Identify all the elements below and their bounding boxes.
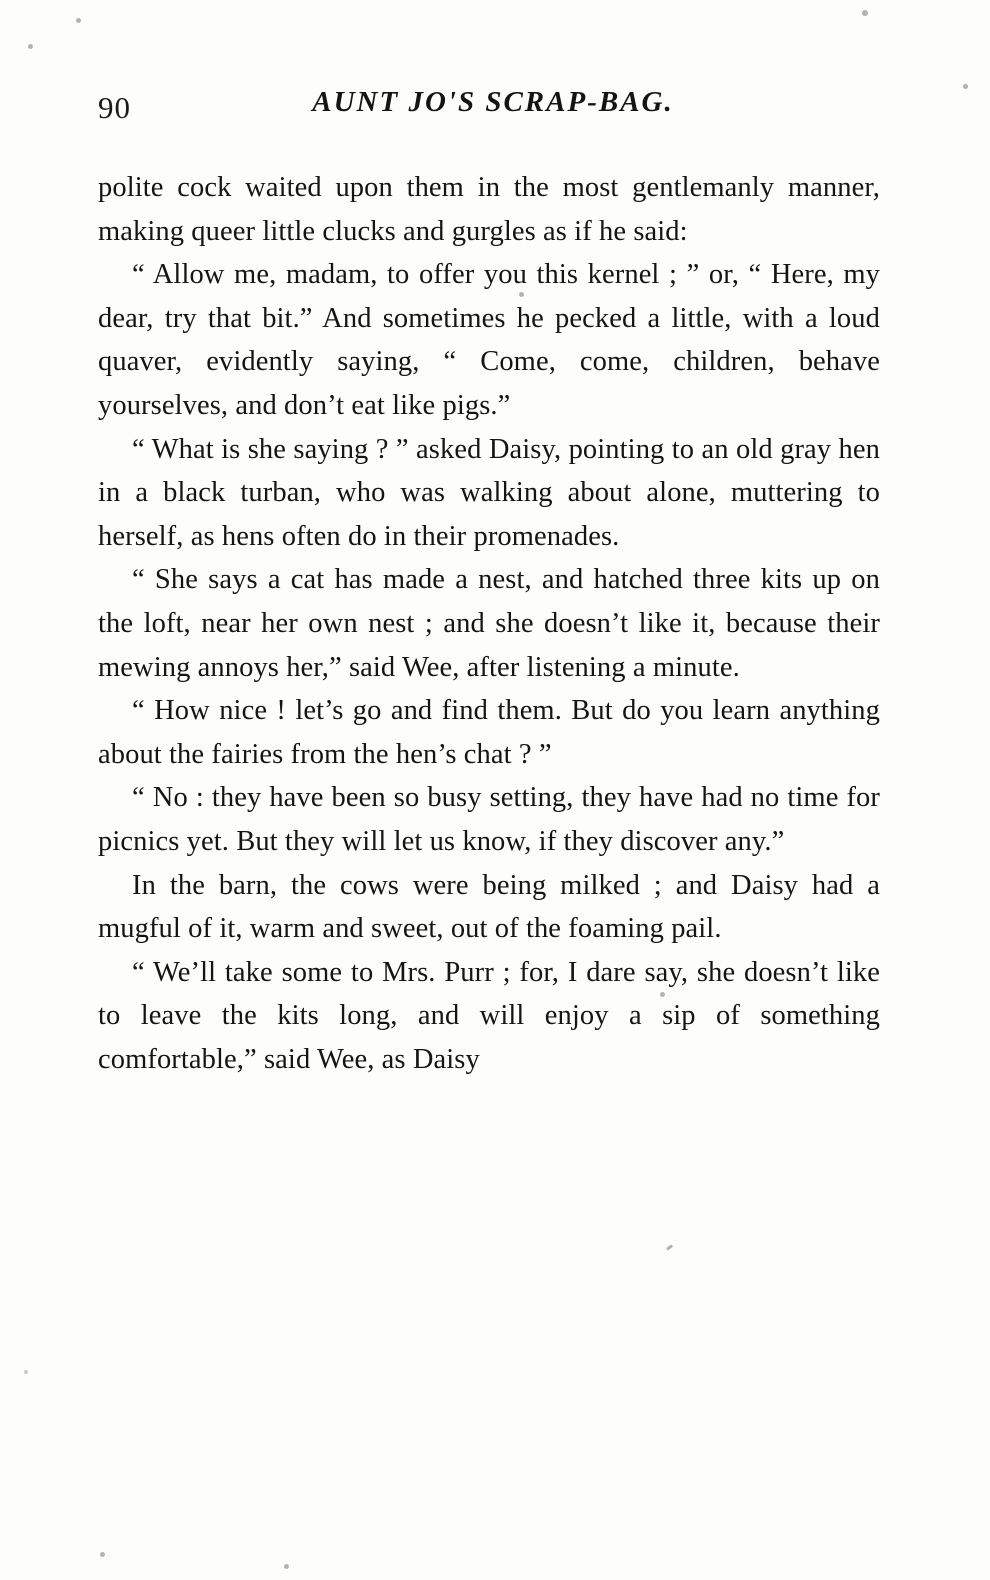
scan-speck [100,1552,105,1557]
page-number: 90 [98,90,131,125]
paragraph: polite cock waited upon them in the most gentlemanly manner, making queer little clucks and gurgles as if he said: [98,172,880,247]
scan-speck [666,1244,673,1250]
scan-speck [963,84,968,89]
scan-speck [76,18,81,23]
paragraph: “ How nice ! let’s go and find them. But do you learn anything about the fairies from the hen’s chat ? ” [98,695,880,770]
running-head-title: AUNT JO'S SCRAP-BAG. [312,86,674,118]
paragraph: In the barn, the cows were being milked ; and Daisy had a mugful of it, warm and sweet, out of the foaming pail. [98,869,880,945]
body-text [98,166,880,1081]
scan-speck [28,44,33,49]
paragraph: “ She says a cat has made a nest, and hatched three kits up on the loft, near her own nest ; and she doesn’t like it, because their mewing annoys her,” said Wee, after listening a minute. [98,564,880,683]
paragraph: “ We’ll take some to Mrs. Purr ; for, I dare say, she doesn’t like to leave the kits long, and will enjoy a sip of something comfortable,” said Wee, as Daisy [98,956,880,1075]
paragraph: “ Allow me, madam, to offer you this kernel ; ” or, “ Here, my dear, try that bit.” And sometimes he pecked a little, with a loud quaver, evidently saying, “ Come, come, children, behave yourselves, and don’t eat like pigs.” [98,259,880,421]
page-header [98,86,888,134]
paragraph: “ No : they have been so busy setting, they have had no time for picnics yet. But they will let us know, if they discover any.” [98,782,880,857]
scan-speck [862,10,868,16]
paragraph: “ What is she saying ? ” asked Daisy, pointing to an old gray hen in a black turban, who was walking about alone, muttering to herself, as hens often do in their promenades. [98,433,880,552]
scan-speck [284,1564,289,1569]
scan-speck [24,1370,28,1374]
